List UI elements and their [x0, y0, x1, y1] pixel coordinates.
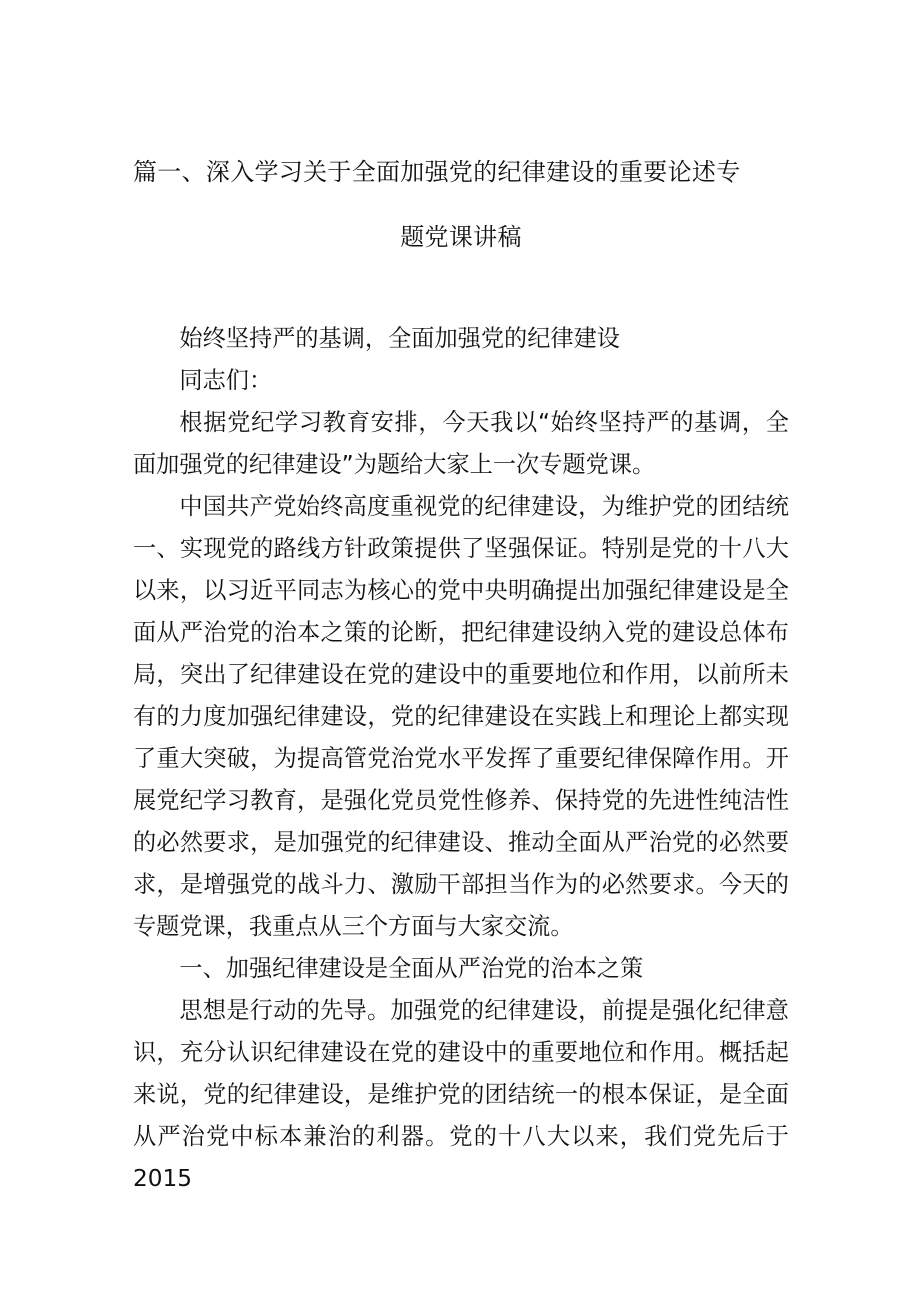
document-body [133, 318, 789, 1200]
subtitle-paragraph: 始终坚持严的基调，全面加强党的纪律建设 [179, 325, 620, 352]
document-title-line-1: 篇一、深入学习关于全面加强党的纪律建设的重要论述专 [133, 158, 741, 186]
body-paragraph: 思想是行动的先导。加强党的纪律建设，前提是强化纪律意识，充分认识纪律建设在党的建设中的重要地位和作用。概括起来说，党的纪律建设，是维护党的团结统一的根本保证，是全面从严治党中标本兼治的利器。党的十八大以来，我们党先后于2015 [133, 997, 789, 1192]
body-paragraph: 中国共产党始终高度重视党的纪律建设，为维护党的团结统一、实现党的路线方针政策提供了坚强保证。特别是党的十八大以来，以习近平同志为核心的党中央明确提出加强纪律建设是全面从严治党的治本之策的论断，把纪律建设纳入党的建设总体布局，突出了纪律建设在党的建设中的重要地位和作用，以前所未有的力度加强纪律建设，党的纪律建设在实践上和理论上都实现了重大突破，为提高管党治党水平发挥了重要纪律保障作用。开展党纪学习教育，是强化党员党性修养、保持党的先进性纯洁性的必然要求，是加强党的纪律建设、推动全面从严治党的必然要求，是增强党的战斗力、激励干部担当作为的必然要求。今天的专题党课，我重点从三个方面与大家交流。 [133, 493, 789, 940]
document-title-line-2 [0, 222, 920, 252]
intro-paragraph: 根据党纪学习教育安排，今天我以“始终坚持严的基调，全面加强党的纪律建设”为题给大家上一次专题党课。 [133, 409, 789, 478]
salutation-paragraph: 同志们： [179, 367, 273, 394]
section-heading: 一、加强纪律建设是全面从严治党的治本之策 [179, 955, 644, 982]
document-title-line-2-text: 题党课讲稿 [400, 223, 522, 251]
